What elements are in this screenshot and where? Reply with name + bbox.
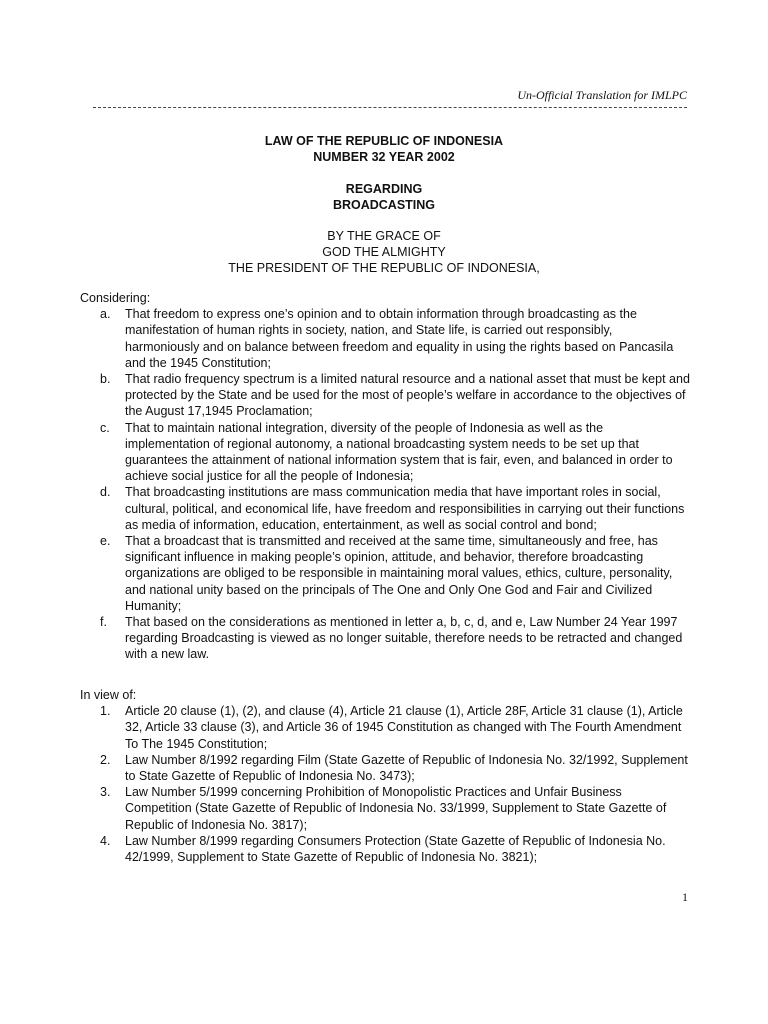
page-number: 1	[682, 890, 688, 904]
in-view-of-list	[80, 703, 690, 865]
item-marker: d.	[100, 485, 111, 500]
item-text: Law Number 8/1992 regarding Film (State Gazette of Republic of Indonesia No. 32/1992, Supplement to State Gazette of Republic of Indonesia No. 3473);	[125, 752, 688, 784]
law-title	[0, 133, 768, 213]
preamble-grace	[0, 228, 768, 276]
list-item	[80, 833, 690, 865]
list-item	[80, 306, 690, 371]
item-text: That broadcasting institutions are mass communication media that have important roles in social, cultural, political, and economical life, have freedom and responsibilities in carrying out their functions as media of information, education, entertainment, as well as social control and bond;	[125, 485, 685, 532]
in-view-of-label: In view of:	[80, 688, 137, 702]
header-dashed-rule	[93, 107, 687, 108]
list-item	[80, 784, 690, 833]
list-item	[80, 371, 690, 420]
law-number-line: NUMBER 32 YEAR 2002	[313, 150, 455, 164]
item-text: That a broadcast that is transmitted and received at the same time, simultaneously and free, has significant influence in making people’s opinion, attitude, and behavior, therefore broadcasting organizations are obliged to be responsible in maintaining moral values, ethics, culture, personality, and national unity based on the principals of The One and Only One God and Fair and Civilized Humanity;	[125, 534, 673, 613]
translation-note: Un-Official Translation for IMLPC	[517, 88, 687, 102]
considering-label: Considering:	[80, 291, 151, 305]
item-text: That to maintain national integration, diversity of the people of Indonesia as well as the implementation of regional autonomy, a national broadcasting system needs to be set up that guarantees the attainment of national information system that is fair, even, and balanced in order to achieve social justice for all the people of Indonesia;	[125, 420, 673, 484]
list-item	[80, 752, 690, 784]
item-marker: 1.	[100, 704, 111, 719]
list-item	[80, 484, 690, 533]
list-item	[80, 703, 690, 752]
item-marker: c.	[100, 420, 110, 435]
item-marker: b.	[100, 372, 111, 387]
list-item	[80, 420, 690, 485]
item-text: That radio frequency spectrum is a limited natural resource and a national asset that must be kept and protected by the State and be used for the most of people’s welfare in accordance to the objectives of the August 17,1945 Proclamation;	[125, 372, 690, 419]
item-marker: a.	[100, 307, 111, 322]
item-text: That freedom to express one’s opinion and to obtain information through broadcasting as the manifestation of human rights in society, nation, and State life, is carried out responsibly, harmoniously and on balance between freedom and equality in using the rights based on Pancasila and the 1945 Constitution;	[125, 307, 674, 370]
considering-section	[80, 290, 690, 663]
list-item	[80, 614, 690, 663]
item-marker: 2.	[100, 752, 111, 767]
item-marker: 3.	[100, 785, 111, 800]
item-text: Law Number 8/1999 regarding Consumers Protection (State Gazette of Republic of Indonesia No. 42/1999, Supplement to State Gazette of Republic of Indonesia No. 3821);	[125, 833, 666, 865]
item-marker: 4.	[100, 833, 111, 848]
item-marker: e.	[100, 534, 111, 549]
item-marker: f.	[100, 615, 107, 630]
subject-line: BROADCASTING	[332, 198, 436, 212]
grace-line-3: THE PRESIDENT OF THE REPUBLIC OF INDONESIA,	[228, 261, 540, 275]
grace-line-1: BY THE GRACE OF	[327, 229, 441, 243]
law-title-line: LAW OF THE REPUBLIC OF INDONESIA	[264, 134, 504, 148]
considering-list	[80, 306, 690, 662]
list-item	[80, 533, 690, 614]
item-text: That based on the considerations as mentioned in letter a, b, c, d, and e, Law Number 24 Year 1997 regarding Broadcasting is viewed as no longer suitable, therefore needs to be retracted and changed with a new law.	[125, 615, 683, 662]
item-text: Law Number 5/1999 concerning Prohibition of Monopolistic Practices and Unfair Business Competition (State Gazette of Republic of Indonesia No. 33/1999, Supplement to State Gazette of Republic of Indonesia No. 3817);	[125, 785, 667, 832]
regarding-line: REGARDING	[345, 182, 423, 196]
in-view-of-section	[80, 687, 690, 865]
grace-line-2: GOD THE ALMIGHTY	[322, 245, 446, 259]
item-text: Article 20 clause (1), (2), and clause (4), Article 21 clause (1), Article 28F, Article 31 clause (1), Article 32, Article 33 clause (3), and Article 36 of 1945 Constitution as changed with The Fourth Amendment To The 1945 Constitution;	[125, 704, 683, 751]
